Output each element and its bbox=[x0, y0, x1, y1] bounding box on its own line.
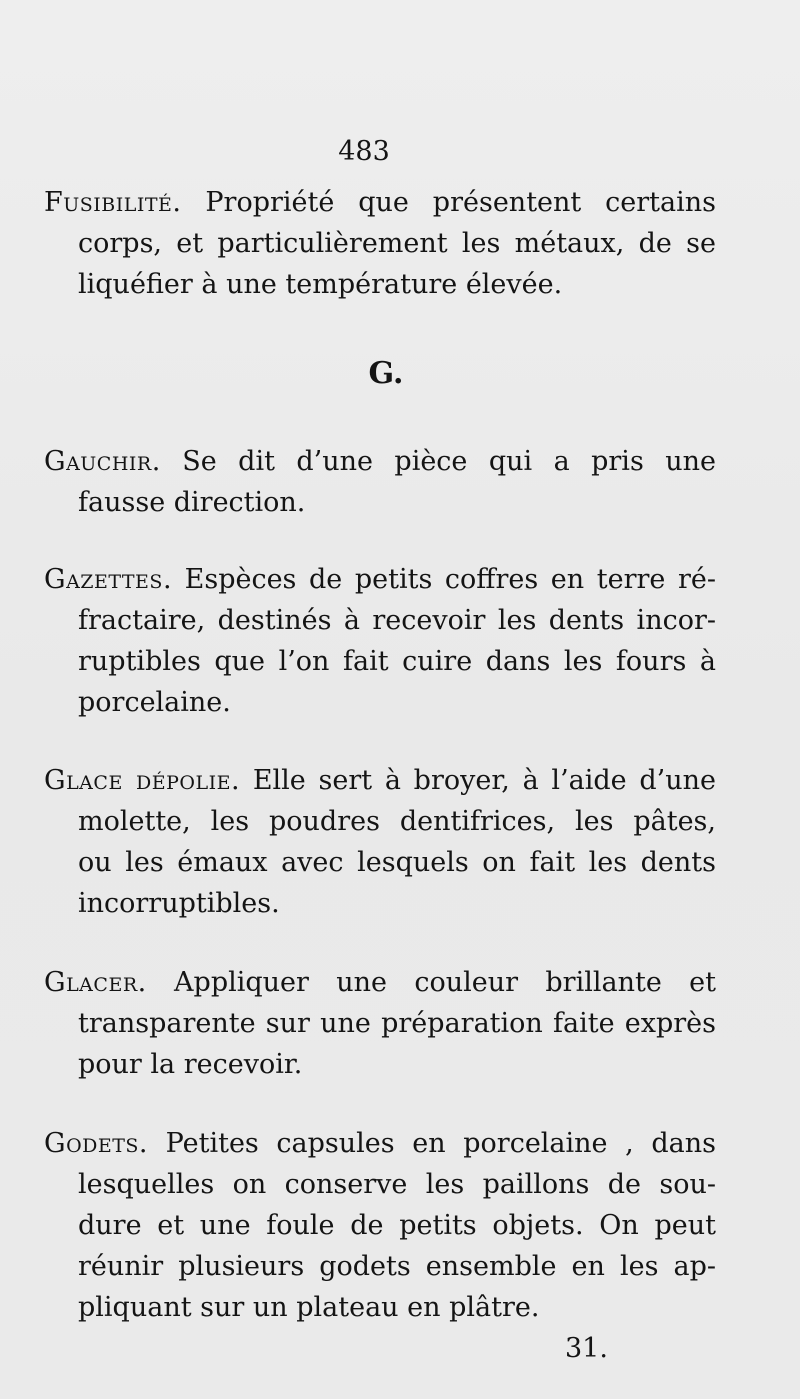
entry-line: ruptibles que l’on fait cuire dans les fours à bbox=[78, 646, 716, 677]
entry-line: pliquant sur un plateau en plâtre. bbox=[78, 1292, 540, 1323]
entry-gauchir bbox=[44, 441, 716, 523]
entry-glacer bbox=[44, 962, 716, 1085]
entry-line: molette, les poudres dentifrices, les pâtes, bbox=[78, 806, 716, 837]
entry-line: porcelaine. bbox=[78, 687, 231, 718]
definition-text: Petites capsules en porcelaine , dans bbox=[165, 1128, 716, 1159]
entry-line: incorruptibles. bbox=[78, 888, 280, 919]
section-letter: G. bbox=[368, 356, 404, 391]
entry-line: fausse direction. bbox=[78, 487, 306, 518]
headword: Gauchir. bbox=[44, 446, 161, 477]
entry-line: transparente sur une préparation faite exprès bbox=[78, 1008, 716, 1039]
definition-text: Se dit d’une pièce qui a pris une bbox=[182, 446, 716, 477]
entry-line: liquéfier à une température élevée. bbox=[78, 269, 563, 300]
entry-glace-depolie bbox=[44, 760, 716, 924]
entry-line bbox=[44, 1123, 716, 1164]
headword: Fusibilité. bbox=[44, 187, 182, 218]
definition-text: Propriété que présentent certains bbox=[205, 187, 716, 218]
entry-line: corps, et particulièrement les métaux, de se bbox=[78, 228, 716, 259]
entry-line bbox=[44, 760, 716, 801]
entry-gazettes bbox=[44, 559, 716, 723]
entry-line bbox=[44, 559, 716, 600]
entry-line bbox=[44, 441, 716, 482]
entry-line bbox=[44, 962, 716, 1003]
entry-line: dure et une foule de petits objets. On peut bbox=[78, 1210, 716, 1241]
entry-line: lesquelles on conserve les paillons de sou- bbox=[78, 1169, 716, 1200]
entry-line: ou les émaux avec lesquels on fait les dents bbox=[78, 847, 716, 878]
entry-godets bbox=[44, 1123, 716, 1328]
entry-line: réunir plusieurs godets ensemble en les ap- bbox=[78, 1251, 716, 1282]
signature-mark: 31. bbox=[565, 1333, 608, 1364]
definition-text: Espèces de petits coffres en terre ré- bbox=[184, 564, 716, 595]
definition-text: Elle sert à broyer, à l’aide d’une bbox=[252, 765, 716, 796]
entry-line: pour la recevoir. bbox=[78, 1049, 303, 1080]
headword: Gazettes. bbox=[44, 564, 173, 595]
headword: Glacer. bbox=[44, 967, 147, 998]
headword: Glace dépolie. bbox=[44, 765, 241, 796]
page-number: 483 bbox=[338, 136, 390, 167]
headword: Godets. bbox=[44, 1128, 149, 1159]
definition-text: Appliquer une couleur brillante et bbox=[174, 967, 716, 998]
entry-fusibilite bbox=[44, 182, 716, 305]
entry-line: fractaire, destinés à recevoir les dents incor- bbox=[78, 605, 716, 636]
entry-line bbox=[44, 182, 716, 223]
